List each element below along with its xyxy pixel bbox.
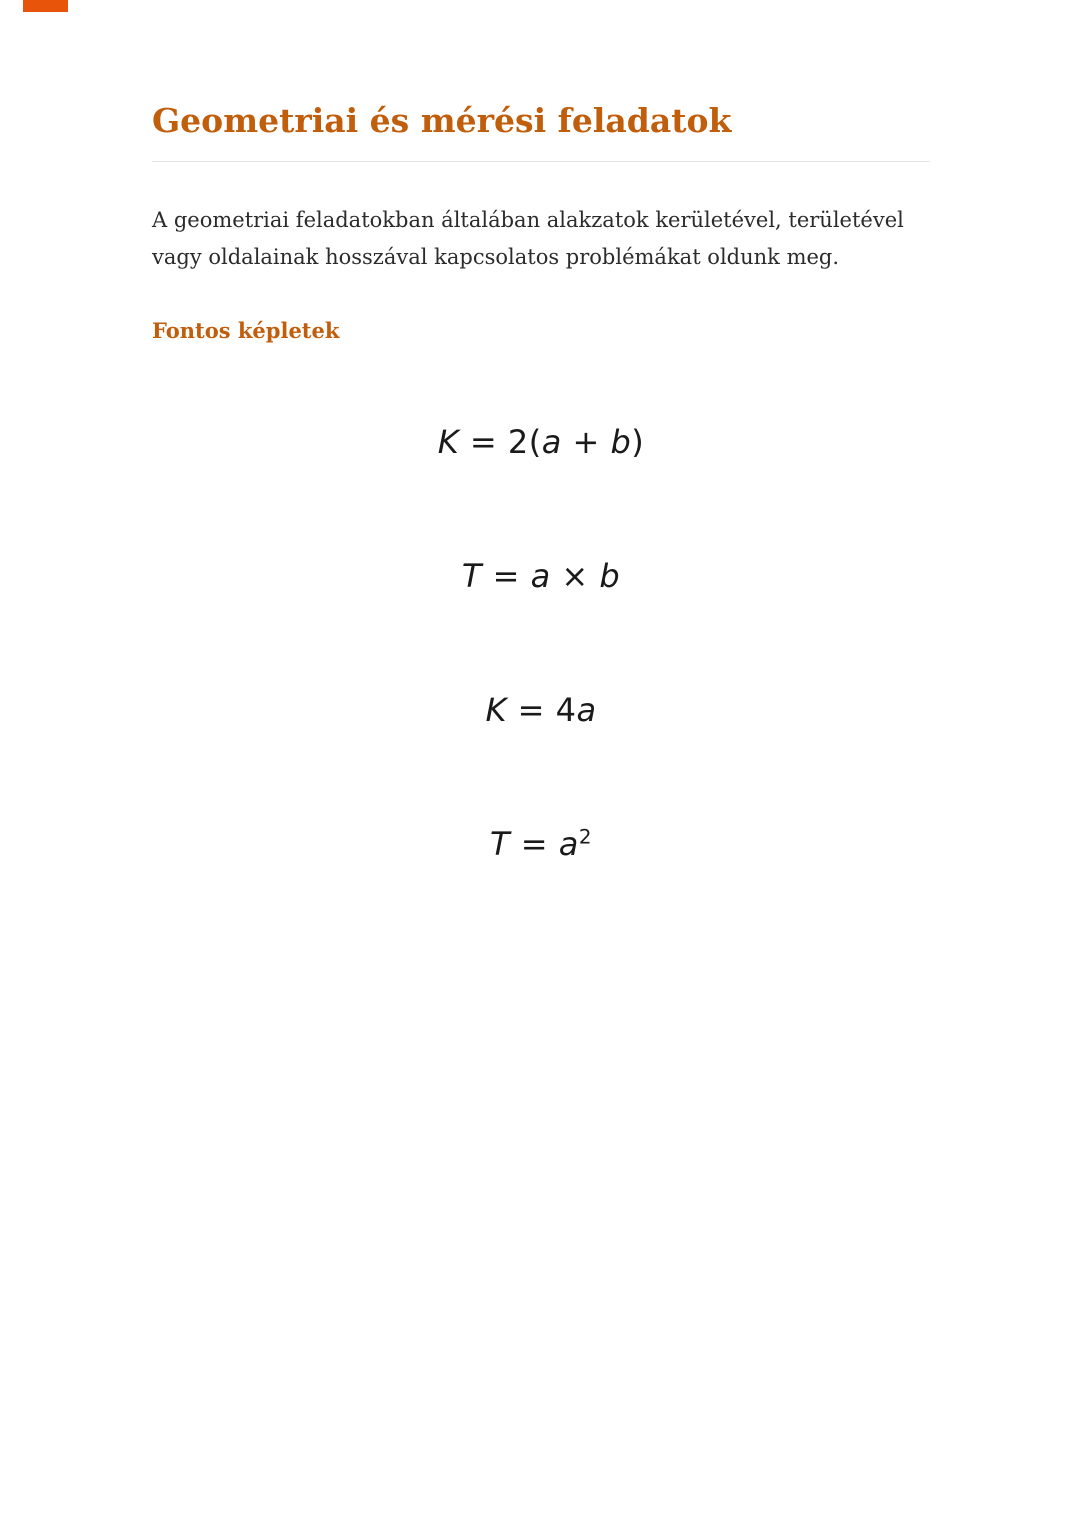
title-divider xyxy=(152,161,930,162)
section-subheading: Fontos képletek xyxy=(152,317,340,343)
formula-square-area: $T = a^2$ xyxy=(490,824,592,863)
formula-rectangle-area: T = a × b xyxy=(461,556,621,595)
page-title: Geometriai és mérési feladatok xyxy=(152,101,732,140)
corner-accent-bar xyxy=(23,0,68,12)
formula-list xyxy=(152,393,930,863)
formula-square-perimeter: K = 4a xyxy=(485,690,597,729)
intro-paragraph: A geometriai feladatokban általában alakzatok kerületével, területével vagy oldalainak hosszával kapcsolatos problémákat oldunk meg. xyxy=(152,208,904,269)
formula-rectangle-perimeter: K = 2(a + b) xyxy=(437,422,645,461)
